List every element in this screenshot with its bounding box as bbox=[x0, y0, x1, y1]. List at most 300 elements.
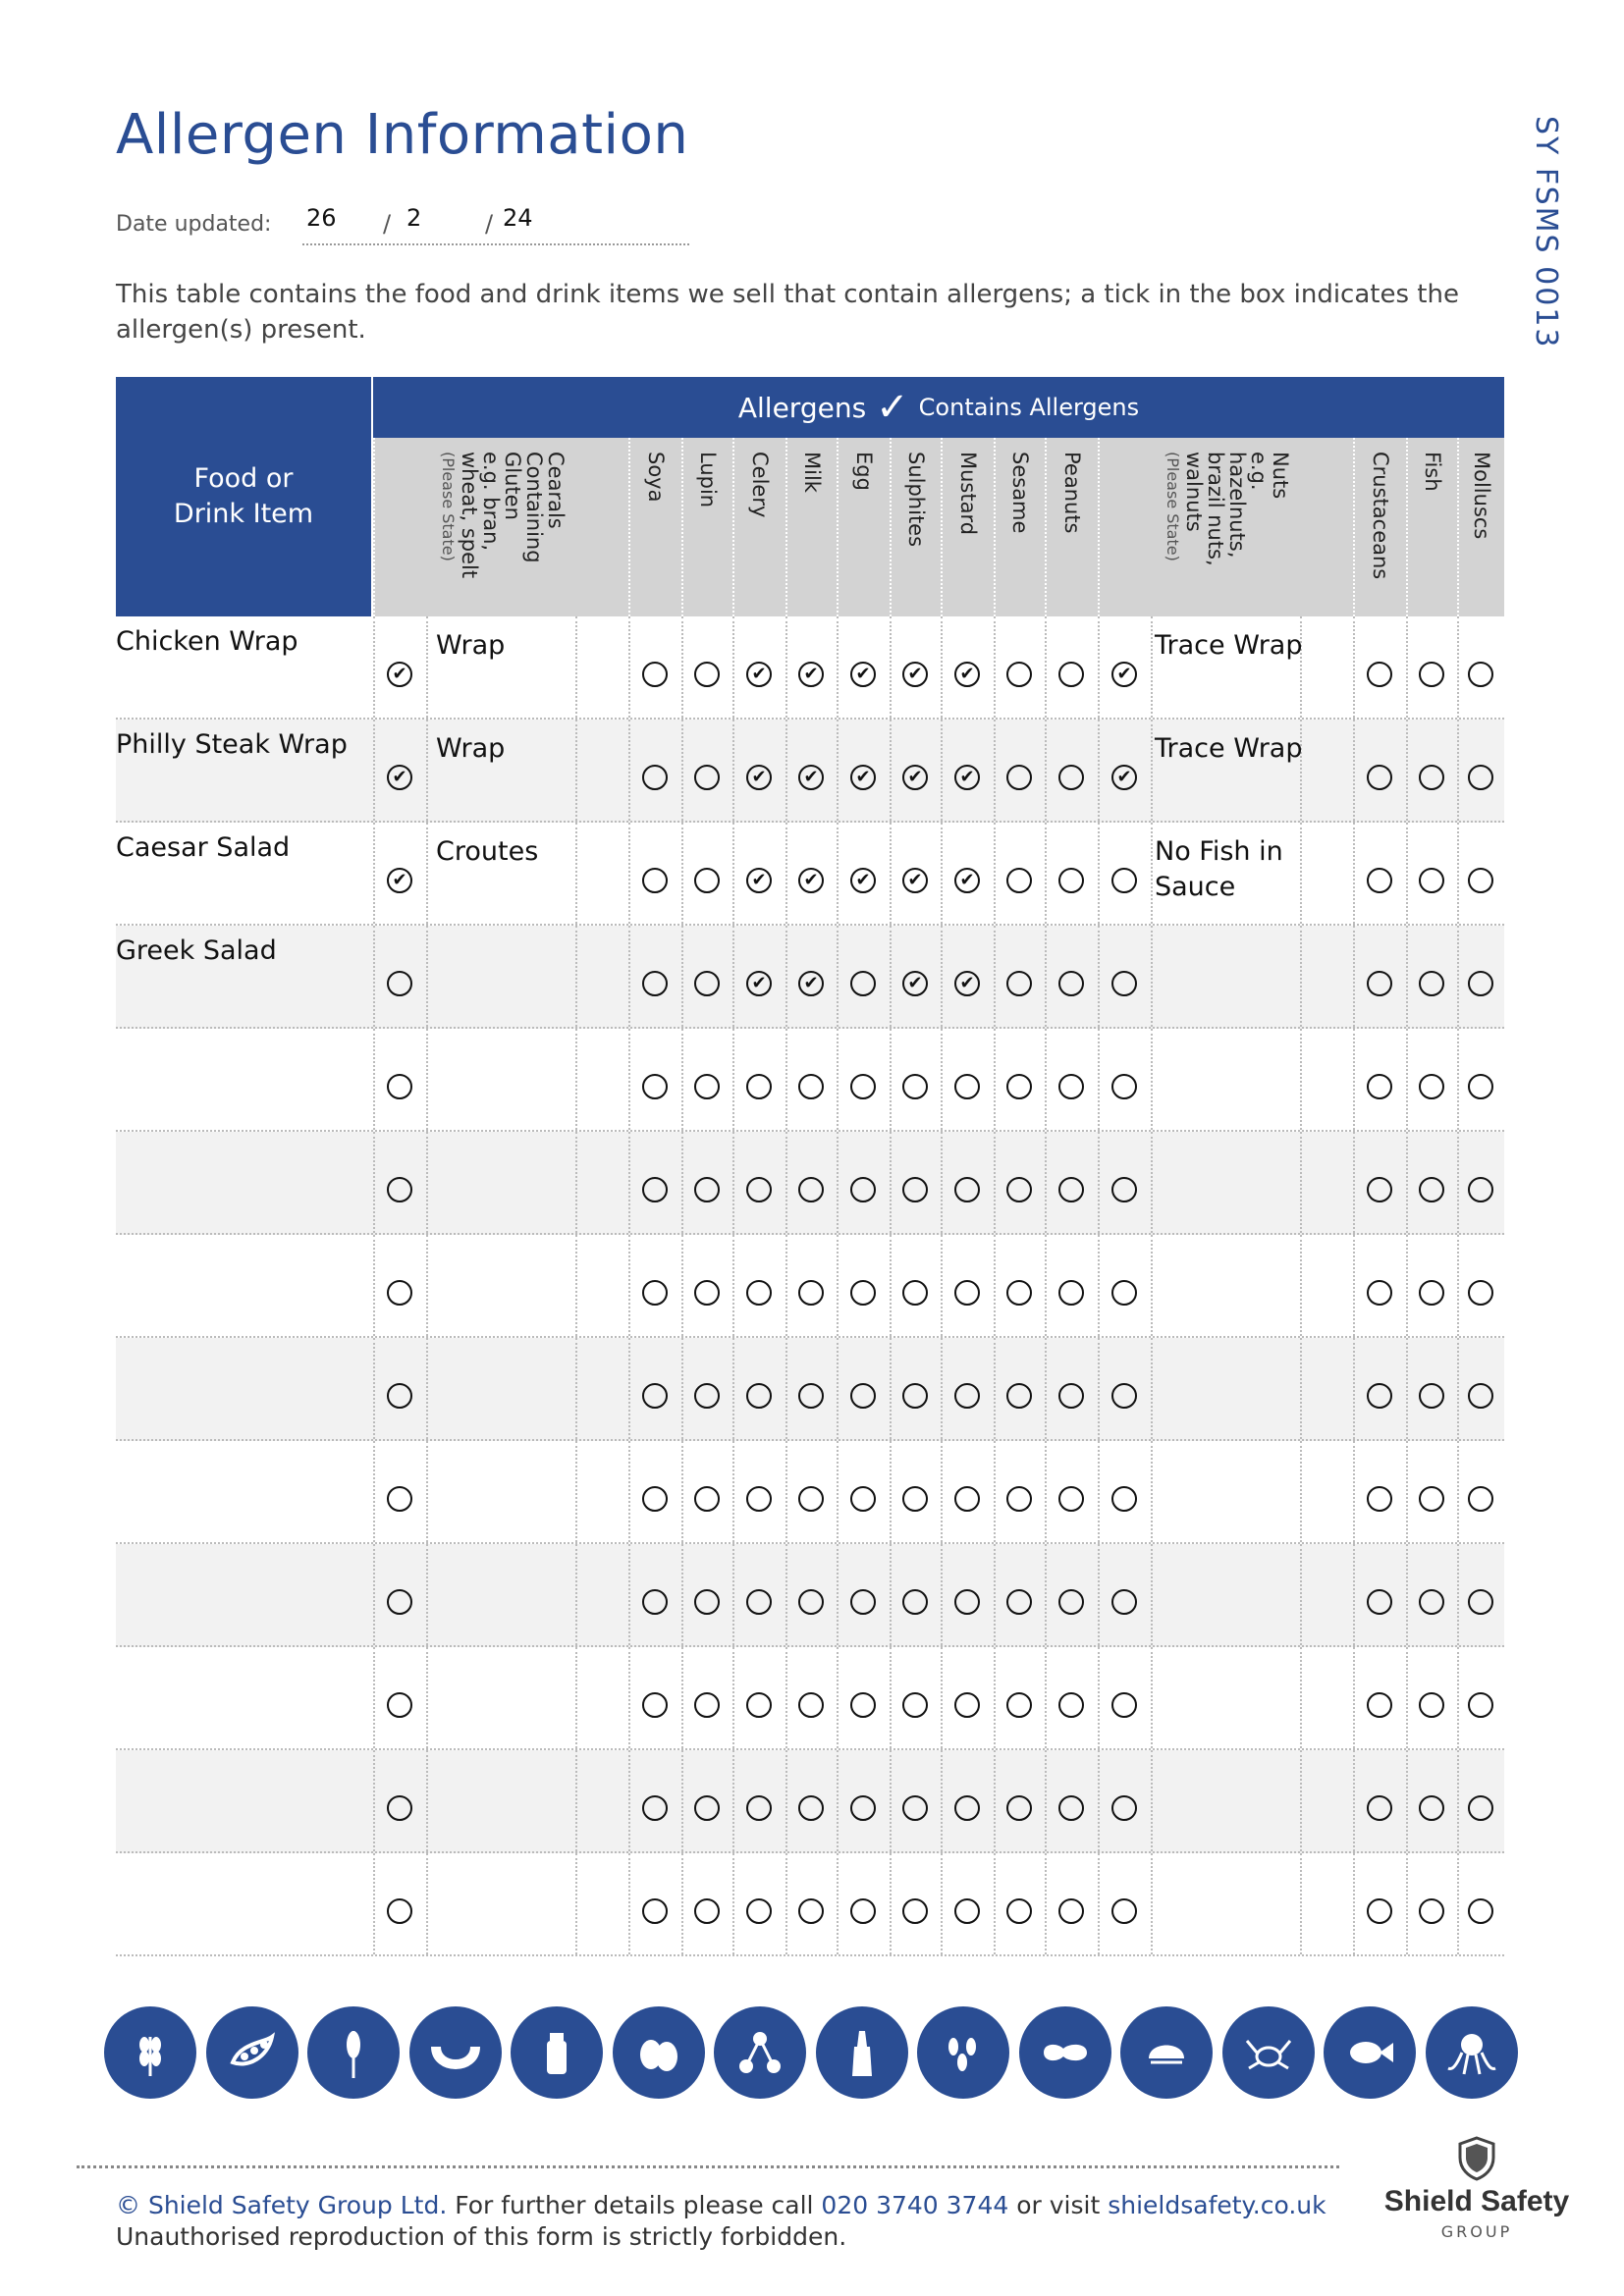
cell-divider bbox=[373, 1132, 375, 1233]
cell-divider bbox=[426, 926, 428, 1027]
allergen-checkbox-fish[interactable] bbox=[1419, 1692, 1444, 1718]
allergen-checkbox-milk[interactable] bbox=[798, 1486, 824, 1512]
cell-divider bbox=[1045, 1544, 1047, 1645]
allergen-checkbox-crustaceans[interactable] bbox=[1367, 662, 1392, 687]
allergen-checkbox-peanuts[interactable] bbox=[1058, 1074, 1084, 1099]
gluten-note[interactable]: Wrap bbox=[436, 630, 506, 661]
cell-divider bbox=[681, 1750, 683, 1851]
allergen-checkbox-crustaceans[interactable] bbox=[1367, 1486, 1392, 1512]
column-header-sesame bbox=[994, 438, 1045, 616]
allergen-checkbox-gluten[interactable] bbox=[387, 1898, 412, 1924]
cell-divider bbox=[994, 1132, 996, 1233]
checked-allergen-checkbox-celery[interactable] bbox=[746, 662, 772, 687]
cell-divider bbox=[1353, 1647, 1355, 1748]
allergen-checkbox-nuts[interactable] bbox=[1111, 868, 1137, 893]
cell-divider bbox=[994, 616, 996, 718]
cell-divider bbox=[1045, 1647, 1047, 1748]
cell-divider bbox=[732, 1235, 734, 1336]
food-item-name[interactable]: Philly Steak Wrap bbox=[116, 729, 348, 760]
allergen-checkbox-fish[interactable] bbox=[1419, 765, 1444, 790]
allergen-checkbox-molluscs[interactable] bbox=[1468, 1898, 1493, 1924]
cell-divider bbox=[785, 1647, 787, 1748]
allergen-checkbox-mustard[interactable] bbox=[954, 1486, 980, 1512]
food-item-name[interactable]: Chicken Wrap bbox=[116, 626, 298, 657]
column-header-gluten bbox=[373, 438, 628, 616]
checked-allergen-checkbox-milk[interactable] bbox=[798, 765, 824, 790]
allergen-checkbox-soya[interactable] bbox=[642, 1074, 668, 1099]
cell-divider bbox=[1457, 720, 1459, 821]
date-underline bbox=[302, 243, 689, 245]
allergen-checkbox-sesame[interactable] bbox=[1006, 1280, 1032, 1306]
allergen-checkbox-molluscs[interactable] bbox=[1468, 868, 1493, 893]
date-month[interactable]: 2 bbox=[406, 204, 422, 232]
cell-divider bbox=[373, 1750, 375, 1851]
table-row bbox=[116, 1647, 1504, 1750]
column-label-sesame: Sesame bbox=[1008, 452, 1032, 534]
cell-divider bbox=[837, 1235, 839, 1336]
cell-divider bbox=[1045, 1338, 1047, 1439]
allergen-checkbox-gluten[interactable] bbox=[387, 971, 412, 996]
allergen-checkbox-mustard[interactable] bbox=[954, 1589, 980, 1615]
cell-divider bbox=[426, 823, 428, 924]
allergen-checkbox-soya[interactable] bbox=[642, 868, 668, 893]
allergen-checkbox-mustard[interactable] bbox=[954, 1074, 980, 1099]
allergen-checkbox-egg[interactable] bbox=[850, 1795, 876, 1821]
allergen-checkbox-lupin[interactable] bbox=[694, 765, 720, 790]
cell-divider bbox=[575, 1441, 577, 1542]
allergen-checkbox-soya[interactable] bbox=[642, 765, 668, 790]
allergen-checkbox-crustaceans[interactable] bbox=[1367, 868, 1392, 893]
allergen-checkbox-fish[interactable] bbox=[1419, 662, 1444, 687]
allergen-checkbox-lupin[interactable] bbox=[694, 1074, 720, 1099]
cell-divider bbox=[1098, 1750, 1100, 1851]
cell-divider bbox=[785, 720, 787, 821]
cell-divider bbox=[1300, 1647, 1302, 1748]
allergen-checkbox-fish[interactable] bbox=[1419, 971, 1444, 996]
allergen-checkbox-sulphites[interactable] bbox=[902, 1074, 928, 1099]
allergen-checkbox-peanuts[interactable] bbox=[1058, 662, 1084, 687]
allergen-checkbox-soya[interactable] bbox=[642, 1898, 668, 1924]
allergen-checkbox-nuts[interactable] bbox=[1111, 1280, 1137, 1306]
allergen-checkbox-nuts[interactable] bbox=[1111, 1383, 1137, 1409]
cell-divider bbox=[628, 1647, 630, 1748]
checked-allergen-checkbox-nuts[interactable] bbox=[1111, 765, 1137, 790]
allergen-checkbox-lupin[interactable] bbox=[694, 662, 720, 687]
allergen-checkbox-soya[interactable] bbox=[642, 1383, 668, 1409]
allergen-checkbox-sesame[interactable] bbox=[1006, 1795, 1032, 1821]
column-header-egg bbox=[837, 438, 890, 616]
cell-divider bbox=[890, 1338, 892, 1439]
nuts-note[interactable]: Trace Wrap bbox=[1155, 733, 1303, 764]
cell-divider bbox=[681, 1544, 683, 1645]
cell-divider bbox=[837, 1647, 839, 1748]
cell-divider bbox=[373, 1853, 375, 1954]
cell-divider bbox=[1098, 616, 1100, 718]
allergen-checkbox-crustaceans[interactable] bbox=[1367, 765, 1392, 790]
allergen-checkbox-sesame[interactable] bbox=[1006, 971, 1032, 996]
allergen-checkbox-celery[interactable] bbox=[746, 1280, 772, 1306]
allergen-checkbox-soya[interactable] bbox=[642, 1589, 668, 1615]
cell-divider bbox=[1353, 1441, 1355, 1542]
date-sep: / bbox=[383, 210, 392, 238]
allergen-checkbox-soya[interactable] bbox=[642, 1177, 668, 1202]
allergen-checkbox-egg[interactable] bbox=[850, 1383, 876, 1409]
allergen-checkbox-molluscs[interactable] bbox=[1468, 662, 1493, 687]
allergen-checkbox-lupin[interactable] bbox=[694, 1383, 720, 1409]
allergen-checkbox-nuts[interactable] bbox=[1111, 1177, 1137, 1202]
allergen-checkbox-gluten[interactable] bbox=[387, 1795, 412, 1821]
allergen-checkbox-milk[interactable] bbox=[798, 1898, 824, 1924]
date-day[interactable]: 26 bbox=[306, 204, 337, 232]
checked-allergen-checkbox-egg[interactable] bbox=[850, 765, 876, 790]
cell-divider bbox=[837, 616, 839, 718]
allergen-checkbox-lupin[interactable] bbox=[694, 1795, 720, 1821]
cell-divider bbox=[373, 926, 375, 1027]
allergen-checkbox-sesame[interactable] bbox=[1006, 1074, 1032, 1099]
allergen-checkbox-mustard[interactable] bbox=[954, 1795, 980, 1821]
allergen-checkbox-mustard[interactable] bbox=[954, 1898, 980, 1924]
allergen-checkbox-mustard[interactable] bbox=[954, 1692, 980, 1718]
cell-divider bbox=[426, 1647, 428, 1748]
allergen-checkbox-nuts[interactable] bbox=[1111, 1692, 1137, 1718]
cell-divider bbox=[1300, 1750, 1302, 1851]
allergen-checkbox-gluten[interactable] bbox=[387, 1589, 412, 1615]
cell-divider bbox=[1151, 720, 1153, 821]
allergen-checkbox-celery[interactable] bbox=[746, 1692, 772, 1718]
allergen-checkbox-nuts[interactable] bbox=[1111, 1795, 1137, 1821]
allergen-checkbox-milk[interactable] bbox=[798, 1383, 824, 1409]
allergen-checkbox-sesame[interactable] bbox=[1006, 1898, 1032, 1924]
allergen-checkbox-milk[interactable] bbox=[798, 1177, 824, 1202]
cell-divider bbox=[941, 1853, 943, 1954]
allergen-checkbox-crustaceans[interactable] bbox=[1367, 1589, 1392, 1615]
cell-divider bbox=[681, 1029, 683, 1130]
allergen-checkbox-egg[interactable] bbox=[850, 1692, 876, 1718]
cell-divider bbox=[785, 1441, 787, 1542]
allergen-checkbox-sesame[interactable] bbox=[1006, 1589, 1032, 1615]
nuts-note[interactable]: No Fish in Sauce bbox=[1155, 836, 1283, 902]
allergen-checkbox-sulphites[interactable] bbox=[902, 1589, 928, 1615]
allergen-checkbox-mustard[interactable] bbox=[954, 1383, 980, 1409]
allergen-checkbox-egg[interactable] bbox=[850, 1280, 876, 1306]
allergen-checkbox-milk[interactable] bbox=[798, 1692, 824, 1718]
checked-allergen-checkbox-celery[interactable] bbox=[746, 765, 772, 790]
allergen-checkbox-gluten[interactable] bbox=[387, 1280, 412, 1306]
allergen-checkbox-peanuts[interactable] bbox=[1058, 1280, 1084, 1306]
allergen-checkbox-crustaceans[interactable] bbox=[1367, 1177, 1392, 1202]
table-row bbox=[116, 926, 1504, 1029]
cell-divider bbox=[1406, 1235, 1408, 1336]
allergen-checkbox-sulphites[interactable] bbox=[902, 1795, 928, 1821]
cell-divider bbox=[785, 926, 787, 1027]
allergen-checkbox-gluten[interactable] bbox=[387, 1383, 412, 1409]
checked-allergen-checkbox-milk[interactable] bbox=[798, 971, 824, 996]
column-label-lupin: Lupin bbox=[696, 452, 720, 508]
allergen-checkbox-lupin[interactable] bbox=[694, 971, 720, 996]
allergen-checkbox-fish[interactable] bbox=[1419, 1898, 1444, 1924]
allergen-checkbox-gluten[interactable] bbox=[387, 1486, 412, 1512]
allergen-checkbox-sesame[interactable] bbox=[1006, 1486, 1032, 1512]
cell-divider bbox=[890, 720, 892, 821]
allergen-checkbox-crustaceans[interactable] bbox=[1367, 1383, 1392, 1409]
allergen-checkbox-crustaceans[interactable] bbox=[1367, 1795, 1392, 1821]
allergen-checkbox-gluten[interactable] bbox=[387, 1074, 412, 1099]
food-item-name[interactable]: Greek Salad bbox=[116, 935, 277, 966]
allergen-checkbox-milk[interactable] bbox=[798, 1795, 824, 1821]
allergen-checkbox-nuts[interactable] bbox=[1111, 1589, 1137, 1615]
allergen-checkbox-nuts[interactable] bbox=[1111, 1074, 1137, 1099]
allergen-checkbox-lupin[interactable] bbox=[694, 1177, 720, 1202]
cell-divider bbox=[994, 1338, 996, 1439]
allergen-checkbox-sesame[interactable] bbox=[1006, 1692, 1032, 1718]
allergen-checkbox-lupin[interactable] bbox=[694, 1898, 720, 1924]
allergen-checkbox-peanuts[interactable] bbox=[1058, 971, 1084, 996]
crustaceans-icon bbox=[1222, 2006, 1315, 2099]
cell-divider bbox=[1045, 1853, 1047, 1954]
cell-divider bbox=[1151, 1750, 1153, 1851]
cell-divider bbox=[426, 1750, 428, 1851]
column-label-mustard: Mustard bbox=[956, 452, 980, 536]
allergen-checkbox-celery[interactable] bbox=[746, 1795, 772, 1821]
checked-allergen-checkbox-celery[interactable] bbox=[746, 971, 772, 996]
checked-allergen-checkbox-milk[interactable] bbox=[798, 662, 824, 687]
cell-divider bbox=[837, 1132, 839, 1233]
checked-allergen-checkbox-gluten[interactable] bbox=[387, 765, 412, 790]
allergen-checkbox-gluten[interactable] bbox=[387, 1177, 412, 1202]
footer-notice: Unauthorised reproduction of this form is strictly forbidden. bbox=[116, 2222, 847, 2251]
cell-divider bbox=[1406, 1750, 1408, 1851]
allergen-checkbox-egg[interactable] bbox=[850, 1486, 876, 1512]
cell-divider bbox=[941, 720, 943, 821]
cell-divider bbox=[575, 1132, 577, 1233]
cell-divider bbox=[681, 1853, 683, 1954]
cell-divider bbox=[732, 823, 734, 924]
cell-divider bbox=[785, 1235, 787, 1336]
allergen-checkbox-crustaceans[interactable] bbox=[1367, 1280, 1392, 1306]
allergen-checkbox-peanuts[interactable] bbox=[1058, 765, 1084, 790]
cell-divider bbox=[1151, 1647, 1153, 1748]
allergen-checkbox-sulphites[interactable] bbox=[902, 1898, 928, 1924]
allergen-checkbox-lupin[interactable] bbox=[694, 868, 720, 893]
cell-divider bbox=[941, 1132, 943, 1233]
cell-divider bbox=[628, 1029, 630, 1130]
allergen-checkbox-sulphites[interactable] bbox=[902, 1177, 928, 1202]
allergen-checkbox-lupin[interactable] bbox=[694, 1280, 720, 1306]
phone-link[interactable]: 020 3740 3744 bbox=[821, 2191, 1009, 2219]
cell-divider bbox=[1300, 823, 1302, 924]
column-label-molluscs: Molluscs bbox=[1470, 452, 1493, 540]
allergen-checkbox-soya[interactable] bbox=[642, 662, 668, 687]
cell-divider bbox=[1353, 1544, 1355, 1645]
allergen-checkbox-molluscs[interactable] bbox=[1468, 1486, 1493, 1512]
checked-allergen-checkbox-mustard[interactable] bbox=[954, 971, 980, 996]
allergen-checkbox-fish[interactable] bbox=[1419, 1589, 1444, 1615]
allergen-checkbox-sesame[interactable] bbox=[1006, 1177, 1032, 1202]
cell-divider bbox=[575, 926, 577, 1027]
allergen-checkbox-peanuts[interactable] bbox=[1058, 1795, 1084, 1821]
allergen-checkbox-peanuts[interactable] bbox=[1058, 1692, 1084, 1718]
allergen-checkbox-peanuts[interactable] bbox=[1058, 1589, 1084, 1615]
table-row bbox=[116, 1853, 1504, 1956]
allergen-checkbox-fish[interactable] bbox=[1419, 1177, 1444, 1202]
allergen-checkbox-fish[interactable] bbox=[1419, 1486, 1444, 1512]
allergen-checkbox-peanuts[interactable] bbox=[1058, 1898, 1084, 1924]
cell-divider bbox=[1406, 823, 1408, 924]
allergen-checkbox-molluscs[interactable] bbox=[1468, 765, 1493, 790]
allergen-checkbox-soya[interactable] bbox=[642, 1795, 668, 1821]
cell-divider bbox=[1353, 823, 1355, 924]
allergen-checkbox-soya[interactable] bbox=[642, 971, 668, 996]
allergen-checkbox-celery[interactable] bbox=[746, 1589, 772, 1615]
allergen-checkbox-soya[interactable] bbox=[642, 1486, 668, 1512]
cell-divider bbox=[890, 1235, 892, 1336]
checked-allergen-checkbox-sulphites[interactable] bbox=[902, 971, 928, 996]
allergen-checkbox-lupin[interactable] bbox=[694, 1692, 720, 1718]
page-title: Allergen Information bbox=[116, 103, 689, 167]
allergen-checkbox-peanuts[interactable] bbox=[1058, 868, 1084, 893]
allergen-checkbox-sesame[interactable] bbox=[1006, 868, 1032, 893]
allergen-checkbox-milk[interactable] bbox=[798, 1074, 824, 1099]
allergen-checkbox-sesame[interactable] bbox=[1006, 1383, 1032, 1409]
table-row bbox=[116, 823, 1504, 926]
checked-allergen-checkbox-sulphites[interactable] bbox=[902, 765, 928, 790]
column-label-peanuts: Peanuts bbox=[1060, 452, 1084, 534]
allergen-checkbox-peanuts[interactable] bbox=[1058, 1486, 1084, 1512]
allergen-checkbox-fish[interactable] bbox=[1419, 1795, 1444, 1821]
allergen-checkbox-celery[interactable] bbox=[746, 1486, 772, 1512]
cell-divider bbox=[426, 1235, 428, 1336]
checked-allergen-checkbox-milk[interactable] bbox=[798, 868, 824, 893]
gluten-note[interactable]: Croutes bbox=[436, 836, 539, 867]
checked-allergen-checkbox-gluten[interactable] bbox=[387, 662, 412, 687]
cell-divider bbox=[732, 616, 734, 718]
checked-allergen-checkbox-gluten[interactable] bbox=[387, 868, 412, 893]
gluten-note[interactable]: Wrap bbox=[436, 733, 506, 764]
allergen-checkbox-molluscs[interactable] bbox=[1468, 971, 1493, 996]
website-link[interactable]: shieldsafety.co.uk bbox=[1108, 2191, 1326, 2219]
allergen-checkbox-crustaceans[interactable] bbox=[1367, 971, 1392, 996]
allergen-checkbox-celery[interactable] bbox=[746, 1074, 772, 1099]
cell-divider bbox=[681, 926, 683, 1027]
cell-divider bbox=[681, 720, 683, 821]
allergen-checkbox-sesame[interactable] bbox=[1006, 765, 1032, 790]
allergen-checkbox-fish[interactable] bbox=[1419, 868, 1444, 893]
allergen-checkbox-molluscs[interactable] bbox=[1468, 1383, 1493, 1409]
cell-divider bbox=[426, 1338, 428, 1439]
cell-divider bbox=[1151, 926, 1153, 1027]
cell-divider bbox=[1300, 1029, 1302, 1130]
cell-divider bbox=[681, 616, 683, 718]
allergen-checkbox-sulphites[interactable] bbox=[902, 1486, 928, 1512]
allergen-checkbox-egg[interactable] bbox=[850, 1074, 876, 1099]
checked-allergen-checkbox-mustard[interactable] bbox=[954, 868, 980, 893]
allergen-checkbox-sulphites[interactable] bbox=[902, 1280, 928, 1306]
allergen-checkbox-celery[interactable] bbox=[746, 1383, 772, 1409]
cell-divider bbox=[890, 616, 892, 718]
allergen-checkbox-gluten[interactable] bbox=[387, 1692, 412, 1718]
allergen-checkbox-molluscs[interactable] bbox=[1468, 1074, 1493, 1099]
allergen-column-headers bbox=[373, 438, 1504, 616]
allergen-checkbox-mustard[interactable] bbox=[954, 1280, 980, 1306]
cell-divider bbox=[837, 1750, 839, 1851]
allergen-checkbox-molluscs[interactable] bbox=[1468, 1177, 1493, 1202]
allergen-checkbox-milk[interactable] bbox=[798, 1589, 824, 1615]
column-note-nuts: (Please State) bbox=[1164, 452, 1182, 561]
allergen-checkbox-egg[interactable] bbox=[850, 1589, 876, 1615]
allergen-checkbox-fish[interactable] bbox=[1419, 1280, 1444, 1306]
allergen-checkbox-crustaceans[interactable] bbox=[1367, 1074, 1392, 1099]
allergen-checkbox-molluscs[interactable] bbox=[1468, 1589, 1493, 1615]
column-header-lupin bbox=[681, 438, 732, 616]
allergen-checkbox-peanuts[interactable] bbox=[1058, 1383, 1084, 1409]
allergen-checkbox-molluscs[interactable] bbox=[1468, 1280, 1493, 1306]
checked-allergen-checkbox-sulphites[interactable] bbox=[902, 868, 928, 893]
allergen-checkbox-lupin[interactable] bbox=[694, 1486, 720, 1512]
allergen-checkbox-soya[interactable] bbox=[642, 1692, 668, 1718]
allergen-checkbox-molluscs[interactable] bbox=[1468, 1692, 1493, 1718]
checked-allergen-checkbox-nuts[interactable] bbox=[1111, 662, 1137, 687]
cell-divider bbox=[1406, 1029, 1408, 1130]
allergen-checkbox-nuts[interactable] bbox=[1111, 971, 1137, 996]
allergen-checkbox-egg[interactable] bbox=[850, 971, 876, 996]
allergen-checkbox-fish[interactable] bbox=[1419, 1383, 1444, 1409]
cell-divider bbox=[941, 616, 943, 718]
allergen-checkbox-celery[interactable] bbox=[746, 1898, 772, 1924]
celery-icon bbox=[409, 2006, 502, 2099]
cell-divider bbox=[426, 1029, 428, 1130]
allergen-checkbox-nuts[interactable] bbox=[1111, 1898, 1137, 1924]
cell-divider bbox=[426, 1132, 428, 1233]
allergen-checkbox-celery[interactable] bbox=[746, 1177, 772, 1202]
checked-allergen-checkbox-mustard[interactable] bbox=[954, 765, 980, 790]
checked-allergen-checkbox-egg[interactable] bbox=[850, 662, 876, 687]
allergen-checkbox-sesame[interactable] bbox=[1006, 662, 1032, 687]
footer-mid: For further details please call bbox=[447, 2191, 822, 2219]
allergen-checkbox-lupin[interactable] bbox=[694, 1589, 720, 1615]
cell-divider bbox=[837, 926, 839, 1027]
checked-allergen-checkbox-sulphites[interactable] bbox=[902, 662, 928, 687]
checked-allergen-checkbox-egg[interactable] bbox=[850, 868, 876, 893]
allergen-checkbox-molluscs[interactable] bbox=[1468, 1795, 1493, 1821]
allergen-checkbox-sulphites[interactable] bbox=[902, 1692, 928, 1718]
food-item-name[interactable]: Caesar Salad bbox=[116, 832, 291, 863]
fish-icon bbox=[1324, 2006, 1416, 2099]
allergen-checkbox-crustaceans[interactable] bbox=[1367, 1692, 1392, 1718]
cell-divider bbox=[1406, 1853, 1408, 1954]
allergen-checkbox-fish[interactable] bbox=[1419, 1074, 1444, 1099]
allergen-checkbox-peanuts[interactable] bbox=[1058, 1177, 1084, 1202]
allergen-checkbox-mustard[interactable] bbox=[954, 1177, 980, 1202]
checked-allergen-checkbox-mustard[interactable] bbox=[954, 662, 980, 687]
column-header-sulphites bbox=[890, 438, 941, 616]
allergen-checkbox-egg[interactable] bbox=[850, 1898, 876, 1924]
cell-divider bbox=[1353, 1338, 1355, 1439]
allergen-checkbox-milk[interactable] bbox=[798, 1280, 824, 1306]
allergen-checkbox-egg[interactable] bbox=[850, 1177, 876, 1202]
allergen-checkbox-crustaceans[interactable] bbox=[1367, 1898, 1392, 1924]
allergen-checkbox-soya[interactable] bbox=[642, 1280, 668, 1306]
cell-divider bbox=[373, 1029, 375, 1130]
allergen-checkbox-sulphites[interactable] bbox=[902, 1383, 928, 1409]
date-year[interactable]: 24 bbox=[503, 204, 533, 232]
checked-allergen-checkbox-celery[interactable] bbox=[746, 868, 772, 893]
cell-divider bbox=[837, 1544, 839, 1645]
cell-divider bbox=[1045, 823, 1047, 924]
allergen-checkbox-nuts[interactable] bbox=[1111, 1486, 1137, 1512]
cell-divider bbox=[732, 1338, 734, 1439]
cell-divider bbox=[1151, 1441, 1153, 1542]
nuts-note[interactable]: Trace Wrap bbox=[1155, 630, 1303, 661]
